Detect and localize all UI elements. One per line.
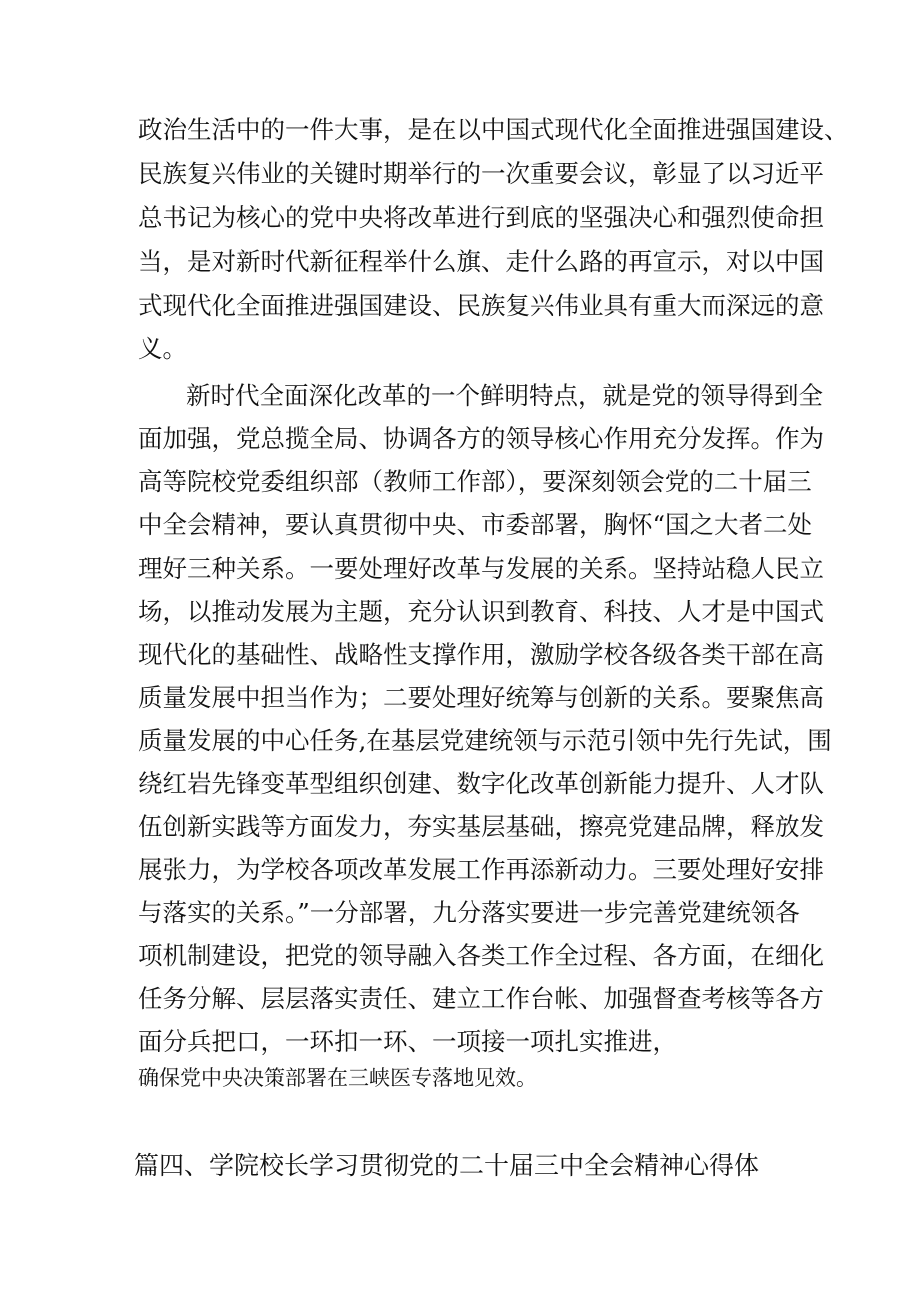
text-line: 伍创新实践等方面发力，夯实基层基础，擦亮党建品牌，释放发 <box>138 812 824 841</box>
closing-line: 确保党中央决策部署在三峡医专落地见效。 <box>138 1066 537 1090</box>
text-line: 质量发展中担当作为；二要处理好统筹与创新的关系。要聚焦高 <box>138 683 824 712</box>
text-line: 总书记为核心的党中央将改革进行到底的坚强决心和强烈使命担 <box>138 203 824 232</box>
text-line: 当，是对新时代新征程举什么旗、走什么路的再宣示，对以中国 <box>138 247 824 276</box>
text-line: 新时代全面深化改革的一个鲜明特点，就是党的领导得到全 <box>186 381 823 410</box>
text-line: 质量发展的中心任务,在基层党建统领与示范引领中先行先试，围 <box>138 726 832 755</box>
section-heading: 篇四、学院校长学习贯彻党的二十届三中全会精神心得体 <box>134 1151 760 1180</box>
text-line: 绕红岩先锋变革型组织创建、数字化改革创新能力提升、人才队 <box>138 769 824 798</box>
text-line: 项机制建设，把党的领导融入各类工作全过程、各方面，在细化 <box>138 941 824 970</box>
text-line: 与落实的关系。”一分部署，九分落实要进一步完善党建统领各 <box>138 898 800 927</box>
text-line: 民族复兴伟业的关键时期举行的一次重要会议，彰显了以习近平 <box>138 159 824 188</box>
text-line: 展张力，为学校各项改革发展工作再添新动力。三要处理好安排 <box>138 855 824 884</box>
text-line: 任务分解、层层落实责任、建立工作台帐、加强督查考核等各方 <box>138 984 824 1013</box>
text-line: 面分兵把口，一环扣一环、一项接一项扎实推进， <box>138 1027 677 1056</box>
text-line: 高等院校党委组织部（教师工作部），要深刻领会党的二十届三 <box>138 467 812 496</box>
text-line: 政治生活中的一件大事，是在以中国式现代化全面推进强国建设、 <box>138 115 849 144</box>
text-line: 中全会精神，要认真贯彻中央、市委部署，胸怀“国之大者二处 <box>138 510 813 539</box>
text-line: 理好三种关系。一要处理好改革与发展的关系。坚持站稳人民立 <box>138 554 824 583</box>
text-line: 义。 <box>138 334 187 363</box>
text-line: 面加强，党总揽全局、协调各方的领导核心作用充分发挥。作为 <box>138 424 824 453</box>
text-line: 场，以推动发展为主题，充分认识到教育、科技、人才是中国式 <box>138 597 824 626</box>
text-line: 式现代化全面推进强国建设、民族复兴伟业具有重大而深远的意 <box>138 291 824 320</box>
text-line: 现代化的基础性、战略性支撑作用，激励学校各级各类干部在高 <box>138 640 824 669</box>
